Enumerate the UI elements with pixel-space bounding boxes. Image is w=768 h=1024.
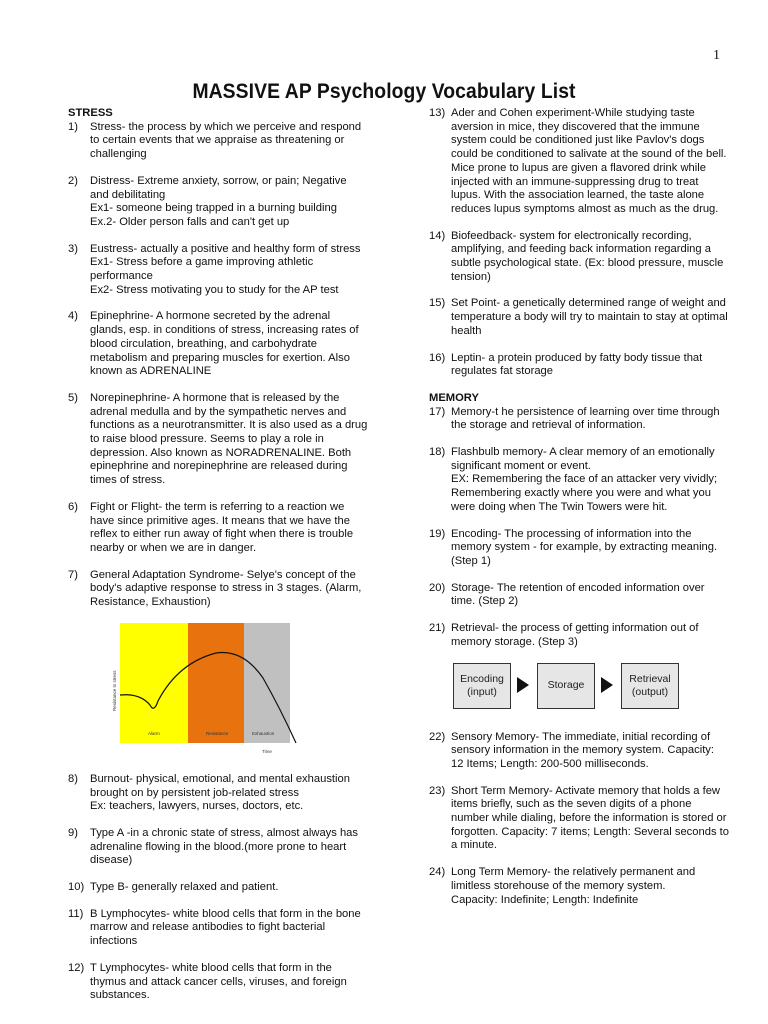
item-definition bbox=[451, 582, 729, 609]
definition-line: EX: Remembering the face of an attacker very vividly; Remembering exactly where you were and what you were doing when The Twin Towers were hit. bbox=[451, 473, 718, 513]
storage-label: Storage bbox=[547, 679, 585, 691]
vocab-item bbox=[429, 622, 729, 649]
item-definition bbox=[451, 406, 729, 433]
stress-items bbox=[68, 121, 368, 610]
item-definition bbox=[451, 866, 729, 907]
vocab-item bbox=[429, 297, 729, 338]
item-number: 13) bbox=[429, 107, 446, 119]
stress-items-continued bbox=[68, 773, 368, 1003]
vocab-item bbox=[68, 827, 368, 868]
item-definition bbox=[90, 881, 368, 895]
right-column bbox=[429, 107, 729, 920]
definition-line: Capacity: Indefinite; Length: Indefinite bbox=[451, 893, 639, 906]
item-definition bbox=[451, 528, 729, 569]
page-number: 1 bbox=[713, 48, 720, 63]
definition-line: Epinephrine- A hormone secreted by the adrenal glands, esp. in conditions of stress, increasing rates of blood circulation, breathing, and carbohydrate metabolism and preparing muscles for exertion. Also known as ADRENALINE bbox=[90, 310, 359, 378]
definition-line: Fight or Flight- the term is referring to a reaction we have since primitive ages. It means that we have the reflex to either run away of fight when there is trouble nearby or when we are in danger. bbox=[90, 500, 354, 554]
definition-line: Ex.2- Older person falls and can't get up bbox=[90, 215, 290, 228]
vocab-item bbox=[68, 881, 368, 895]
vocab-item bbox=[429, 406, 729, 433]
item-number: 2) bbox=[68, 174, 78, 187]
definition-line: Set Point- a genetically determined range of weight and temperature a body will try to maintain to stay at optimal health bbox=[451, 297, 728, 337]
vocab-item bbox=[429, 446, 729, 515]
stage-exhaustion-region bbox=[244, 623, 290, 743]
definition-line: Burnout- physical, emotional, and mental exhaustion brought on by persistent job-related stress bbox=[90, 772, 350, 799]
item-number: 5) bbox=[68, 391, 78, 404]
definition-line: Biofeedback- system for electronically recording, amplifying, and feeding back information regarding a subtle psychological state. (Ex: blood pressure, muscle tension) bbox=[451, 229, 724, 283]
vocab-item bbox=[429, 352, 729, 379]
item-number: 10) bbox=[68, 881, 85, 894]
vocab-item bbox=[429, 528, 729, 569]
definition-line: Storage- The retention of encoded information over time. (Step 2) bbox=[451, 581, 705, 608]
stage-label-resistance: Resistance bbox=[206, 730, 229, 736]
definition-line: Flashbulb memory- A clear memory of an emotionally significant moment or event. bbox=[451, 446, 715, 472]
item-number: 21) bbox=[429, 622, 446, 635]
general-adaptation-syndrome-chart bbox=[68, 623, 368, 763]
gas-chart-svg bbox=[68, 623, 368, 763]
definition-line: Type A -in a chronic state of stress, almost always has adrenaline flowing in the blood.(more prone to heart disease) bbox=[90, 826, 358, 867]
health-items bbox=[429, 107, 729, 379]
item-number: 19) bbox=[429, 527, 446, 540]
definition-line: Norepinephrine- A hormone that is released by the adrenal medulla and by the sympathetic nerves and functions as a neurotransmitter. It is also used as a drug to raise blood pressure. Seems to play a role in depression. Also known as NORADRENALINE. Both epinephrine and norepinephrine are released during times of stress. bbox=[90, 391, 368, 487]
vocab-item bbox=[68, 243, 368, 298]
definition-line: Encoding- The processing of information into the memory system - for example, by extracting meaning. (Step 1) bbox=[451, 527, 718, 567]
memory-items-continued bbox=[429, 731, 729, 908]
definition-line: Ex: teachers, lawyers, nurses, doctors, etc. bbox=[90, 800, 304, 813]
item-definition bbox=[451, 446, 729, 515]
definition-line: B Lymphocytes- white blood cells that form in the bone marrow and release antibodies to fight bacterial infections bbox=[90, 907, 361, 948]
item-number: 3) bbox=[68, 242, 78, 255]
item-definition bbox=[90, 243, 368, 298]
item-number: 11) bbox=[68, 907, 84, 920]
vocab-item bbox=[68, 175, 368, 230]
vocab-item bbox=[429, 731, 729, 772]
encoding-label: Encoding bbox=[460, 672, 504, 685]
retrieval-box bbox=[621, 663, 679, 709]
definition-line: Eustress- actually a positive and healthy form of stress bbox=[90, 242, 361, 255]
stage-label-exhaustion: Exhaustion bbox=[252, 730, 275, 736]
item-definition bbox=[90, 773, 368, 814]
stage-label-alarm: Alarm bbox=[148, 730, 160, 736]
item-definition bbox=[90, 569, 368, 610]
definition-line: Memory-t he persistence of learning over time through the storage and retrieval of information. bbox=[451, 405, 720, 432]
definition-line: Retrieval- the process of getting information out of memory storage. (Step 3) bbox=[451, 622, 699, 648]
item-definition bbox=[451, 731, 729, 772]
encoding-box bbox=[453, 663, 511, 709]
definition-line: Ader and Cohen experiment-While studying taste aversion in mice, they discovered that the immune system could be conditioned just like Pavlov's dogs could be conditioned to salivate at the sound of the bell. Mice prone to lupus are given a flavored drink while injected with an immune-suppressing drug to treat lupus. With the association learned, the taste alone reduces lupus symptoms almost as much as the drug. bbox=[451, 107, 727, 215]
vocab-item bbox=[68, 501, 368, 556]
storage-box bbox=[537, 663, 595, 709]
stage-alarm-region bbox=[120, 623, 188, 743]
item-number: 4) bbox=[68, 310, 78, 323]
item-definition bbox=[451, 622, 729, 649]
retrieval-sublabel: (output) bbox=[631, 685, 669, 698]
vocab-item bbox=[429, 230, 729, 285]
vocab-item bbox=[68, 121, 368, 162]
vocab-item bbox=[68, 773, 368, 814]
definition-line: Ex2- Stress motivating you to study for the AP test bbox=[90, 283, 339, 296]
item-number: 18) bbox=[429, 446, 446, 459]
definition-line: Type B- generally relaxed and patient. bbox=[90, 881, 279, 894]
definition-line: General Adaptation Syndrome- Selye's concept of the body's adaptive response to stress in 3 stages. (Alarm, Resistance, Exhaustion) bbox=[90, 568, 362, 609]
definition-line: Stress- the process by which we perceive and respond to certain events that we appraise as threatening or challenging bbox=[90, 120, 362, 161]
retrieval-label: Retrieval bbox=[629, 672, 671, 685]
vocab-item bbox=[68, 962, 368, 1003]
vocab-item bbox=[68, 569, 368, 610]
vocab-item bbox=[429, 866, 729, 907]
definition-line: Sensory Memory- The immediate, initial recording of sensory information in the memory system. Capacity: 12 Items; Length: 200-500 milliseconds. bbox=[451, 730, 714, 770]
vocab-item bbox=[429, 107, 729, 217]
item-definition bbox=[90, 310, 368, 379]
item-number: 23) bbox=[429, 784, 446, 797]
item-definition bbox=[451, 230, 729, 285]
item-definition bbox=[451, 107, 729, 217]
definition-line: Short Term Memory- Activate memory that holds a few items briefly, such as the seven digits of a phone number while dialing, before the information is stored or forgotten. Capacity: 7 items; Length: Several seconds to a minute. bbox=[451, 784, 729, 852]
item-number: 8) bbox=[68, 772, 78, 785]
memory-items bbox=[429, 406, 729, 650]
item-number: 22) bbox=[429, 730, 446, 743]
item-number: 16) bbox=[429, 351, 446, 364]
vocab-item bbox=[68, 908, 368, 949]
item-number: 24) bbox=[429, 866, 446, 879]
vocab-item bbox=[429, 582, 729, 609]
item-definition bbox=[90, 827, 368, 868]
y-axis-label: Resistance to stress bbox=[112, 670, 117, 711]
left-column bbox=[68, 107, 368, 1016]
memory-process-diagram bbox=[453, 663, 693, 713]
x-axis-label: Time bbox=[262, 748, 272, 754]
arrow-right-icon bbox=[517, 677, 529, 693]
vocab-item bbox=[68, 392, 368, 488]
item-number: 12) bbox=[68, 961, 85, 974]
item-definition bbox=[90, 962, 368, 1003]
item-definition bbox=[451, 785, 729, 854]
item-definition bbox=[451, 352, 729, 379]
encoding-sublabel: (input) bbox=[467, 685, 497, 698]
item-number: 9) bbox=[68, 826, 78, 839]
page-title: MASSIVE AP Psychology Vocabulary List bbox=[192, 80, 576, 103]
stage-resistance-region bbox=[188, 623, 244, 743]
item-number: 7) bbox=[68, 568, 78, 581]
definition-line: Ex1- Stress before a game improving athletic performance bbox=[90, 256, 314, 283]
item-number: 15) bbox=[429, 297, 446, 310]
item-definition bbox=[90, 392, 368, 488]
item-definition bbox=[90, 121, 368, 162]
item-number: 17) bbox=[429, 405, 446, 418]
vocab-item bbox=[429, 785, 729, 854]
definition-line: T Lymphocytes- white blood cells that form in the thymus and attack cancer cells, viruses, and foreign substances. bbox=[90, 961, 347, 1002]
vocab-item bbox=[68, 310, 368, 379]
item-definition bbox=[90, 501, 368, 556]
item-definition bbox=[90, 175, 368, 230]
definition-line: Ex1- someone being trapped in a burning building bbox=[90, 202, 337, 215]
definition-line: Long Term Memory- the relatively permanent and limitless storehouse of the memory system. bbox=[451, 866, 696, 892]
definition-line: Leptin- a protein produced by fatty body tissue that regulates fat storage bbox=[451, 351, 703, 378]
item-number: 1) bbox=[68, 120, 78, 133]
item-number: 20) bbox=[429, 581, 446, 594]
section-heading-stress: STRESS bbox=[68, 107, 113, 119]
item-definition bbox=[90, 908, 368, 949]
item-definition bbox=[451, 297, 729, 338]
item-number: 6) bbox=[68, 500, 78, 513]
section-heading-memory: MEMORY bbox=[429, 391, 479, 404]
definition-line: Distress- Extreme anxiety, sorrow, or pain; Negative and debilitating bbox=[90, 174, 347, 201]
arrow-right-icon bbox=[601, 677, 613, 693]
item-number: 14) bbox=[429, 229, 446, 242]
